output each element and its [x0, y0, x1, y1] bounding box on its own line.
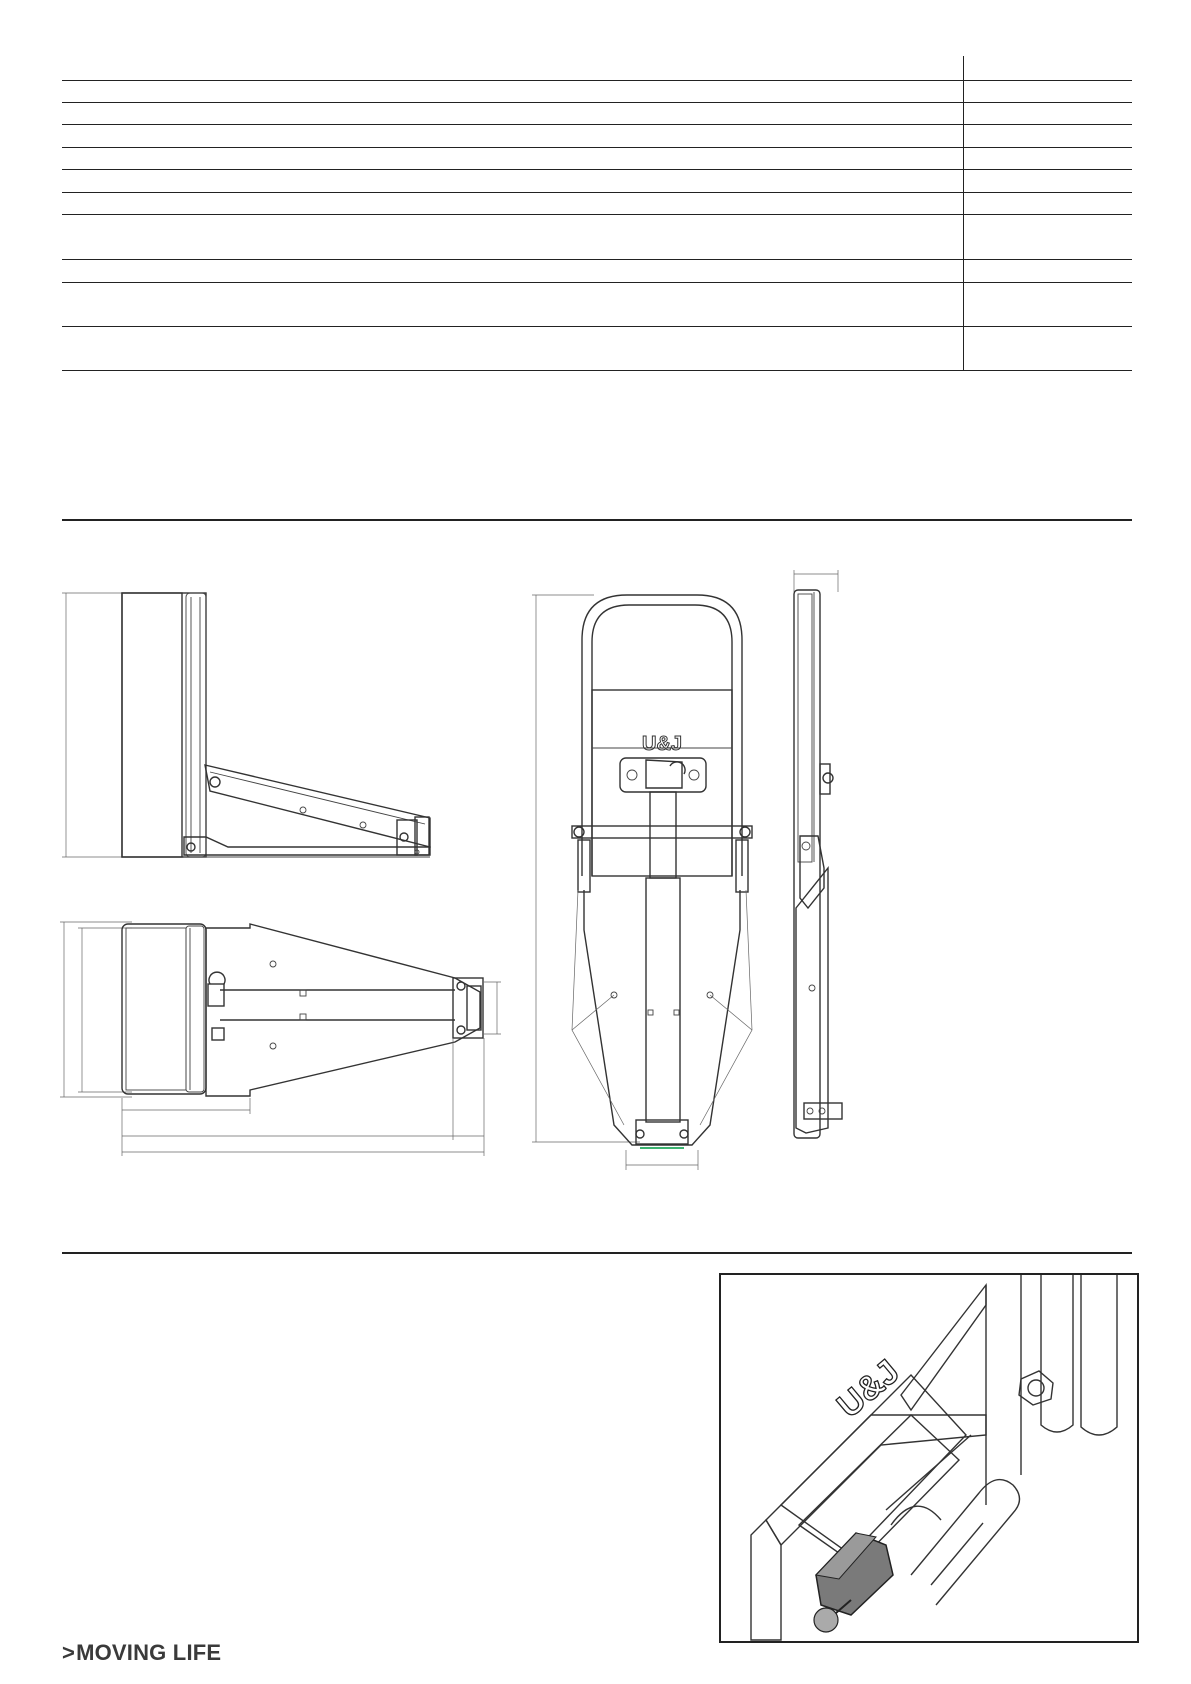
brand-logo [62, 1640, 221, 1666]
lock-detail-illustration [719, 1273, 1139, 1643]
specification-table [62, 56, 1132, 370]
logo-mark: U&J [642, 733, 683, 755]
table-row-line [62, 370, 1132, 371]
brand-name: MOVING LIFE [76, 1640, 222, 1665]
table-row-line [62, 80, 1132, 81]
table-row-line [62, 214, 1132, 215]
side-elevation-drawing [60, 585, 440, 865]
side-profile-drawing [790, 568, 870, 1148]
table-row-line [62, 169, 1132, 170]
logo-mark: U&J [830, 1352, 907, 1426]
brand-chevron: > [62, 1640, 76, 1665]
plan-view-drawing [60, 912, 460, 1152]
section-divider [62, 519, 1132, 521]
table-row-line [62, 102, 1132, 103]
table-row-line [62, 147, 1132, 148]
table-row-line [62, 259, 1132, 260]
table-row-line [62, 326, 1132, 327]
table-row-line [62, 282, 1132, 283]
table-row-line [62, 192, 1132, 193]
table-row-line [62, 124, 1132, 125]
table-column-divider [963, 56, 964, 370]
section-divider [62, 1252, 1132, 1254]
front-elevation-drawing [532, 590, 772, 1180]
